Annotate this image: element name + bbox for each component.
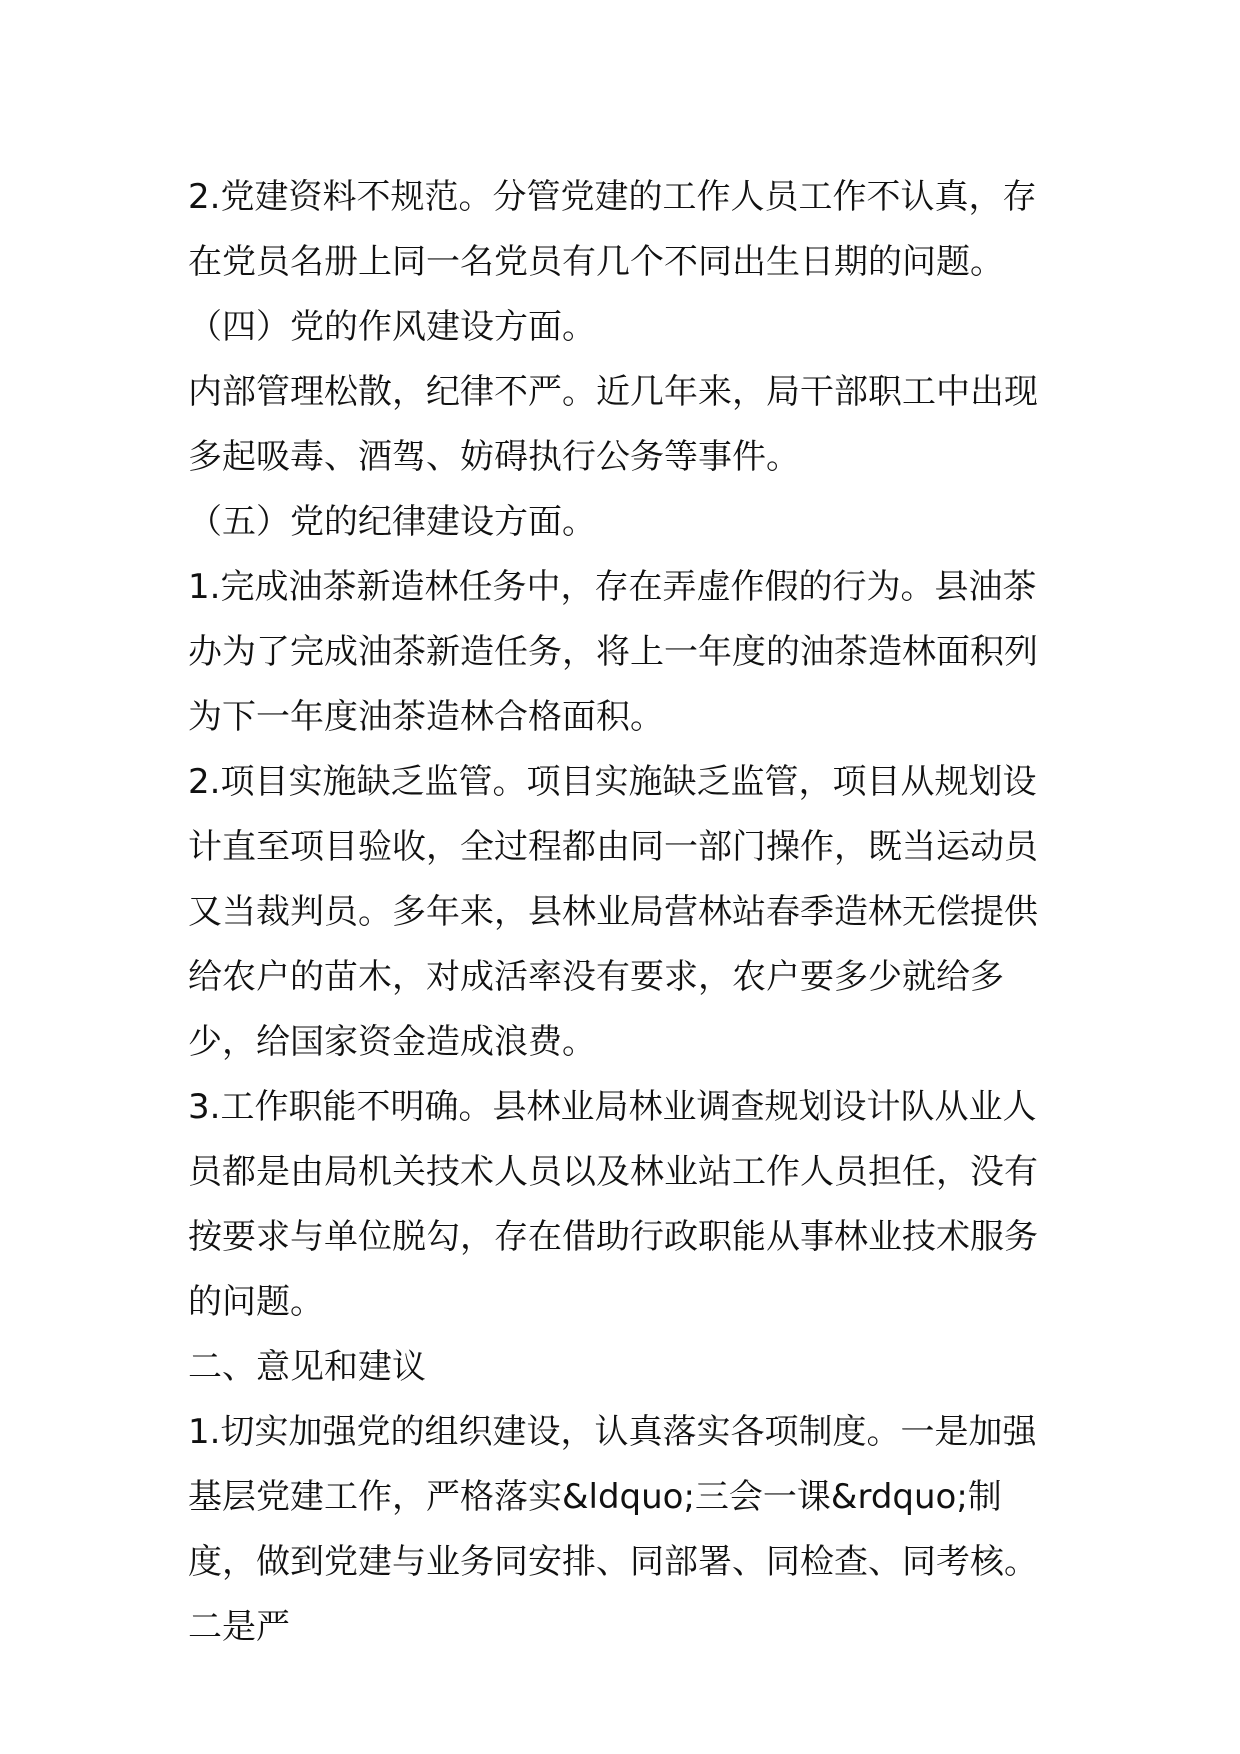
section-heading-work-style: （四）党的作风建设方面。 bbox=[188, 307, 596, 347]
paragraph-project-supervision: 2.项目实施缺乏监管。项目实施缺乏监管，项目从规划设计直至项目验收，全过程都由同一部门操作，既当运动员又当裁判员。多年来，县林业局营林站春季造林无偿提供给农户的苗木，对成活率没有要求，农户要多少就给多少，给国家资金造成浪费。 bbox=[188, 762, 1038, 1062]
document-body bbox=[188, 165, 1068, 1660]
paragraph-internal-management: 内部管理松散，纪律不严。近几年来，局干部职工中出现多起吸毒、酒驾、妨碍执行公务等事件。 bbox=[188, 372, 1038, 477]
section-heading-discipline: （五）党的纪律建设方面。 bbox=[188, 502, 596, 542]
paragraph-oil-tea-task: 1.完成油茶新造林任务中，存在弄虚作假的行为。县油茶办为了完成油茶新造任务，将上一年度的油茶造林面积列为下一年度油茶造林合格面积。 bbox=[188, 567, 1038, 737]
paragraph-strengthen-organization: 1.切实加强党的组织建设，认真落实各项制度。一是加强基层党建工作，严格落实&ldquo;三会一课&rdquo;制度，做到党建与业务同安排、同部署、同检查、同考核。二是严 bbox=[188, 1412, 1038, 1647]
section-heading-suggestions: 二、意见和建议 bbox=[188, 1347, 426, 1387]
paragraph-job-functions: 3.工作职能不明确。县林业局林业调查规划设计队从业人员都是由局机关技术人员以及林业站工作人员担任，没有按要求与单位脱勾，存在借助行政职能从事林业技术服务的问题。 bbox=[188, 1087, 1038, 1322]
paragraph-party-records: 2.党建资料不规范。分管党建的工作人员工作不认真，存在党员名册上同一名党员有几个不同出生日期的问题。 bbox=[188, 177, 1037, 282]
